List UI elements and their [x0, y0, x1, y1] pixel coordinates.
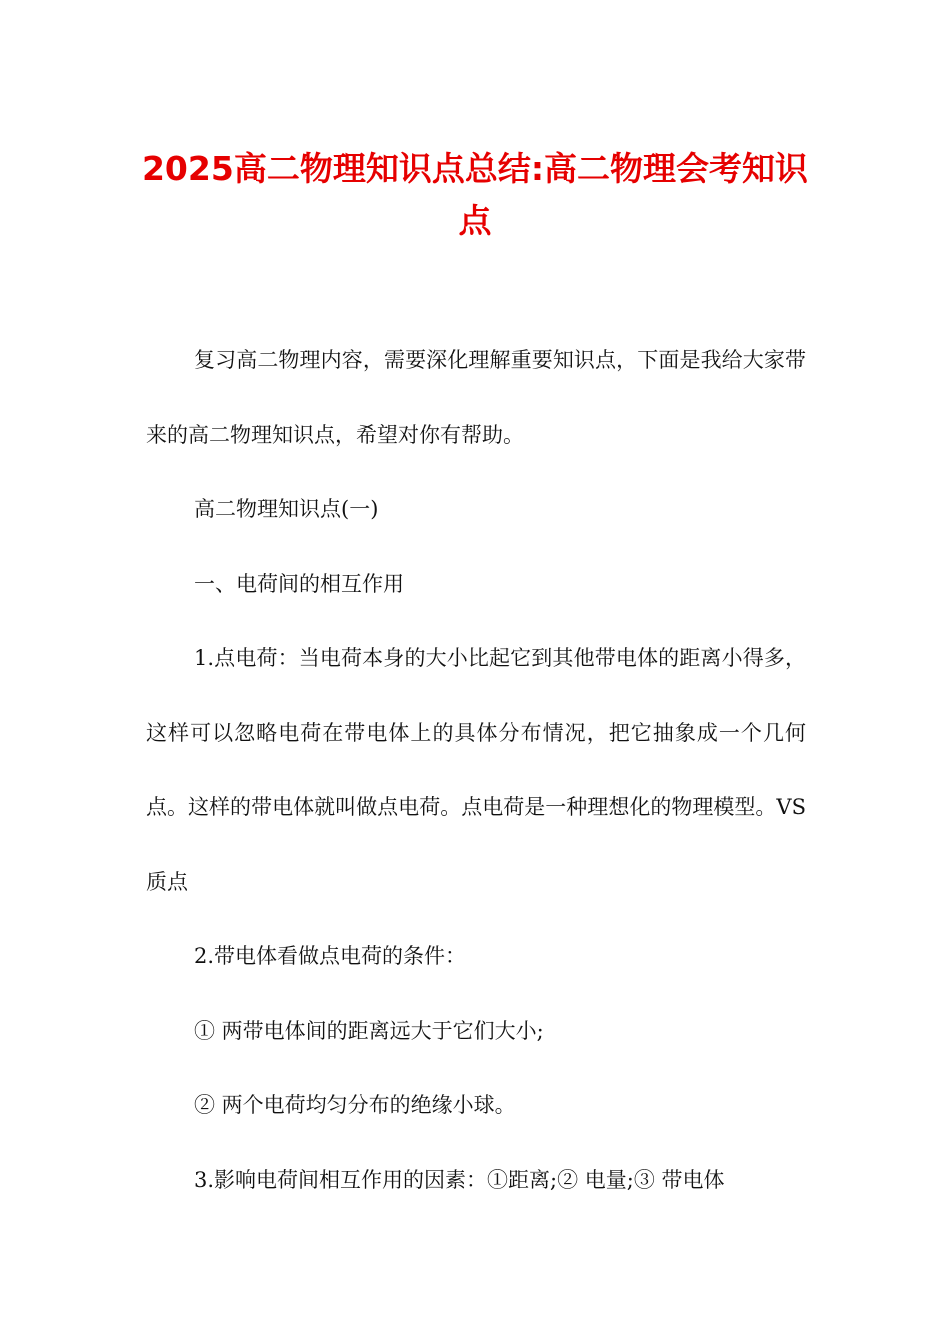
document-title: 2025高二物理知识点总结:高二物理会考知识点	[141, 149, 809, 240]
subsection-heading: 一、电荷间的相互作用	[194, 571, 404, 596]
condition-item-1: ① 两带电体间的距离远大于它们大小;	[194, 1018, 544, 1043]
document-body	[146, 323, 806, 1217]
intro-paragraph: 复习高二物理内容，需要深化理解重要知识点，下面是我给大家带来的高二物理知识点，希望对你有帮助。	[146, 348, 806, 447]
section-heading: 高二物理知识点(一)	[194, 497, 379, 521]
condition-item-2: ② 两个电荷均匀分布的绝缘小球。	[194, 1093, 516, 1117]
point-charge-paragraph: 1.点电荷：当电荷本身的大小比起它到其他带电体的距离小得多，这样可以忽略电荷在带电体上的具体分布情况，把它抽象成一个几何点。这样的带电体就叫做点电荷。点电荷是一种理想化的物理模型。VS质点	[146, 646, 806, 894]
factors-paragraph: 3.影响电荷间相互作用的因素：①距离;② 电量;③ 带电体	[194, 1167, 725, 1192]
conditions-paragraph: 2.带电体看做点电荷的条件：	[194, 944, 467, 968]
